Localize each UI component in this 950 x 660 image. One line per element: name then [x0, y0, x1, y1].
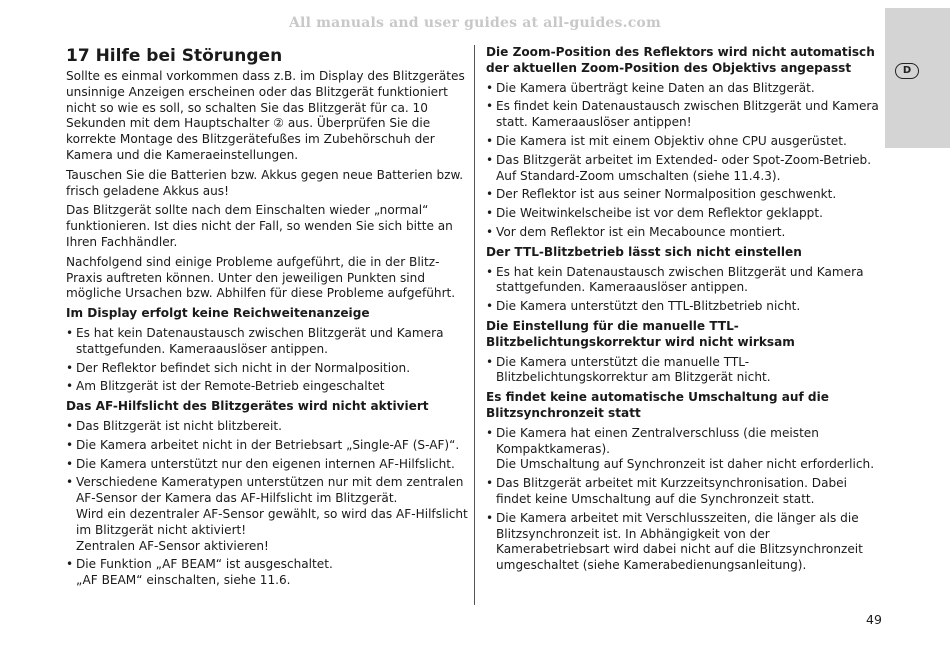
cause-item [486, 134, 882, 150]
watermark-text: All manuals and user guides at all-guides.com [289, 15, 661, 31]
language-tab [885, 8, 950, 148]
cause-text: • Die Kamera unterstützt die manuelle TTL-Blitzbelichtungskorrektur am Blitzgerät nicht. [496, 354, 771, 385]
cause-text: • Die Kamera hat einen Zentralverschluss (die meisten Kompaktkameras). [496, 425, 819, 456]
cause-item [66, 419, 468, 435]
cause-item [486, 511, 882, 574]
cause-item [486, 225, 882, 241]
cause-text: • Die Kamera überträgt keine Daten an das Blitzgerät. [496, 80, 815, 95]
cause-list [486, 265, 882, 315]
cause-text: Wird ein dezentraler AF-Sensor gewählt, so wird das AF-Hilfslicht im Blitzgerät nicht aktiviert! [76, 506, 468, 537]
cause-item [486, 476, 882, 508]
cause-item [486, 299, 882, 315]
right-column [486, 45, 882, 578]
cause-item [66, 379, 468, 395]
cause-text: • Das Blitzgerät arbeitet mit Kurzzeitsynchronisation. Dabei findet keine Umschaltung auf die Synchronzeit statt. [496, 476, 847, 506]
cause-text: • Die Funktion „AF BEAM“ ist ausgeschaltet. [76, 557, 333, 572]
cause-item [66, 361, 468, 377]
cause-item [486, 206, 882, 222]
cause-list [486, 81, 882, 241]
cause-item [486, 355, 882, 387]
intro-paragraph: Tauschen Sie die Batterien bzw. Akkus gegen neue Batterien bzw. frisch geladene Akkus aus! [66, 167, 464, 198]
column-divider [474, 45, 475, 605]
cause-text: • Der Reflektor befindet sich nicht in der Normalposition. [76, 360, 411, 375]
cause-text: • Die Kamera unterstützt den TTL-Blitzbetrieb nicht. [496, 299, 801, 314]
cause-item [486, 187, 882, 203]
problem-heading: Der TTL-Blitzbetrieb lässt sich nicht einstellen [486, 244, 802, 259]
intro-paragraph: Das Blitzgerät sollte nach dem Einschalten wieder „normal“ funktionieren. Ist dies nicht der Fall, so wenden Sie sich bitte an Ihren Fachhändler. [66, 203, 453, 249]
cause-item [66, 557, 468, 589]
cause-text: „AF BEAM“ einschalten, siehe 11.6. [76, 573, 291, 588]
cause-text: • Vor dem Reflektor ist ein Mecabounce montiert. [496, 224, 786, 239]
cause-item [486, 426, 882, 473]
cause-item [66, 326, 468, 358]
problem-heading: Im Display erfolgt keine Reichweitenanzeige [66, 306, 370, 321]
cause-item [486, 153, 882, 185]
cause-item [66, 438, 468, 454]
problem-heading: Es findet keine automatische Umschaltung auf die Blitzsynchronzeit statt [486, 390, 829, 420]
cause-text: Zentralen AF-Sensor aktivieren! [76, 538, 269, 553]
cause-text: • Das Blitzgerät ist nicht blitzbereit. [76, 418, 282, 433]
page-number: 49 [866, 612, 882, 627]
cause-item [66, 475, 468, 554]
cause-text: • Es hat kein Datenaustausch zwischen Blitzgerät und Kamera stattgefunden. Kameraauslöser antippen. [76, 325, 444, 356]
section-title: 17 Hilfe bei Störungen [66, 46, 283, 66]
cause-text: • Die Weitwinkelscheibe ist vor dem Reflektor geklappt. [496, 206, 823, 221]
cause-list [486, 355, 882, 387]
cause-text: • Es hat kein Datenaustausch zwischen Blitzgerät und Kamera stattgefunden. Kameraauslöser antippen. [496, 264, 864, 295]
intro-paragraph: Nachfolgend sind einige Probleme aufgeführt, die in der Blitz-Praxis auftreten können. Unter den jeweiligen Punkten sind mögliche Ursachen bzw. Abhilfen für diese Probleme aufgeführt. [66, 254, 456, 301]
problem-heading: Das AF-Hilfslicht des Blitzgerätes wird nicht aktiviert [66, 399, 429, 414]
language-badge: D [895, 63, 919, 79]
cause-list [66, 419, 468, 589]
cause-item [486, 265, 882, 297]
problem-heading: Die Zoom-Position des Reflektors wird nicht automatisch der aktuellen Zoom-Position des Objektivs angepasst [486, 45, 875, 75]
cause-item [486, 81, 882, 97]
cause-text: • Die Kamera ist mit einem Objektiv ohne CPU ausgerüstet. [496, 133, 847, 148]
cause-text: • Die Kamera arbeitet nicht in der Betriebsart „Single-AF (S-AF)“. [76, 437, 460, 452]
cause-text: • Die Kamera arbeitet mit Verschlusszeiten, die länger als die Blitzsynchronzeit ist. In Abhängigkeit von der Kamerabetriebsart wird dabei nicht auf die Blitzsynchronzeit umgeschaltet (siehe Kamerabedienungsanleitung). [496, 510, 863, 573]
cause-item [66, 457, 468, 473]
cause-text: Die Umschaltung auf Synchronzeit ist daher nicht erforderlich. [496, 457, 875, 472]
cause-list [66, 326, 468, 395]
cause-list [486, 426, 882, 574]
cause-text: • Es findet kein Datenaustausch zwischen Blitzgerät und Kamera statt. Kameraauslöser antippen! [496, 99, 879, 130]
cause-text: • Am Blitzgerät ist der Remote-Betrieb eingeschaltet [76, 379, 385, 394]
cause-text: • Das Blitzgerät arbeitet im Extended- oder Spot-Zoom-Betrieb. Auf Standard-Zoom umschalten (siehe 11.4.3). [496, 152, 872, 183]
intro-paragraph: Sollte es einmal vorkommen dass z.B. im Display des Blitzgerätes unsinnige Anzeigen erscheinen oder das Blitzgerät funktioniert nicht so wie es soll, so schalten Sie das Blitzgerät für ca. 10 Sekunden mit dem Hauptschalter ② aus. Überprüfen Sie die korrekte Montage des Blitzgerätefußes im Zubehörschuh der Kamera und die Kameraeinstellungen. [66, 69, 465, 162]
problem-heading: Die Einstellung für die manuelle TTL-Blitzbelichtungskorrektur wird nicht wirksam [486, 318, 795, 349]
cause-text: • Der Reflektor ist aus seiner Normalposition geschwenkt. [496, 187, 837, 202]
cause-text: • Die Kamera unterstützt nur den eigenen internen AF-Hilfslicht. [76, 456, 455, 471]
left-column [66, 45, 468, 593]
cause-item [486, 99, 882, 131]
cause-text: • Verschiedene Kameratypen unterstützen nur mit dem zentralen AF-Sensor der Kamera das AF-Hilfslicht im Blitzgerät. [76, 475, 464, 506]
